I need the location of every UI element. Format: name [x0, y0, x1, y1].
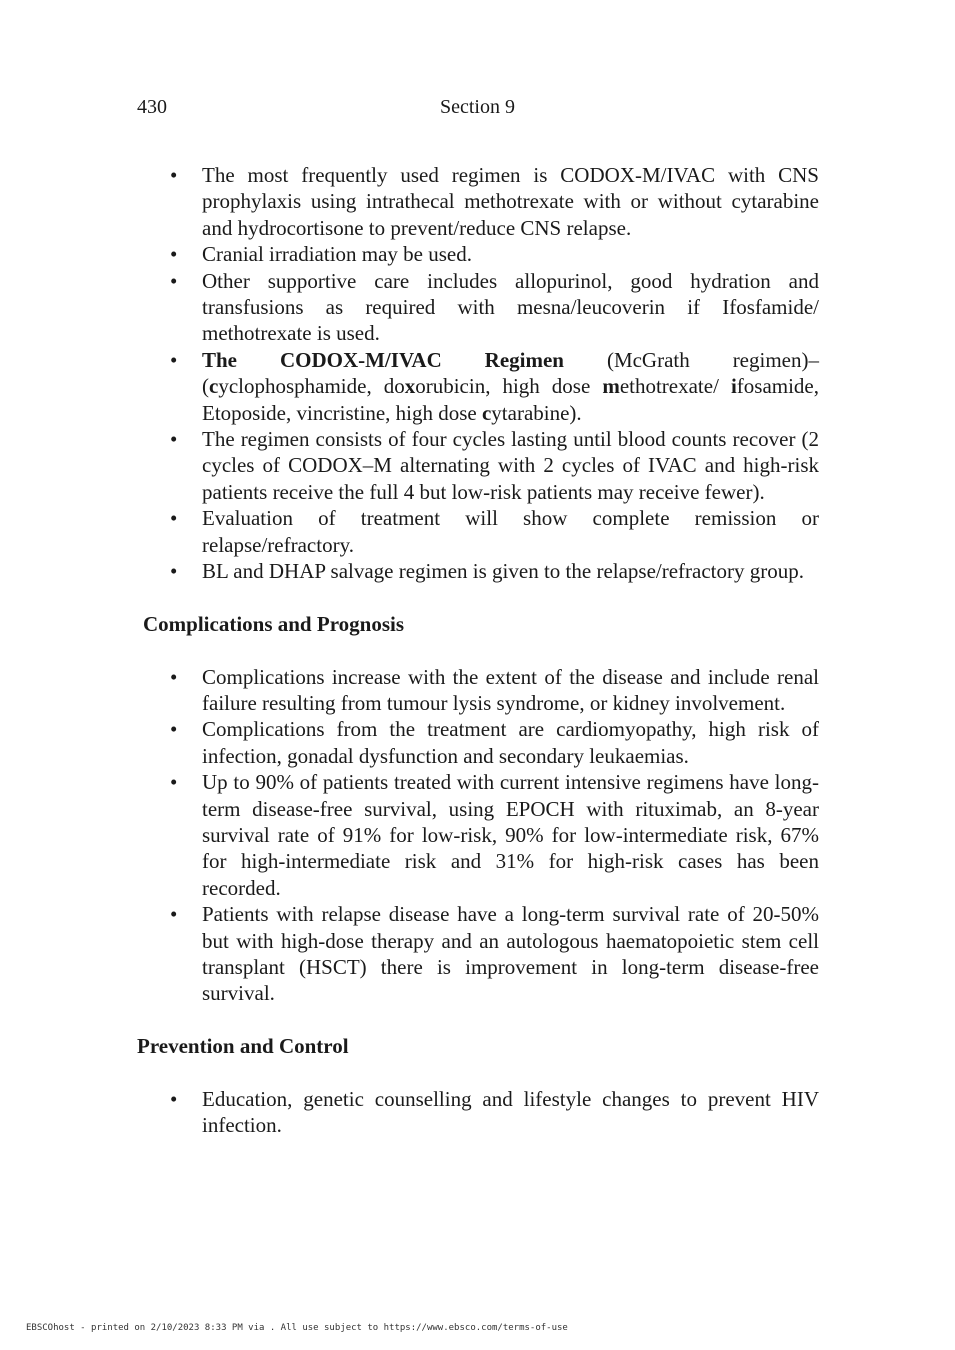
- list-item: • Cranial irradiation may be used.: [137, 241, 819, 267]
- list-item: • BL and DHAP salvage regimen is given to the relapse/refractory group.: [137, 558, 819, 584]
- regimen-letter: c: [209, 374, 219, 399]
- prevention-list: [137, 1086, 819, 1139]
- section-heading-prevention: Prevention and Control: [137, 1033, 349, 1058]
- list-item: • Complications from the treatment are cardiomyopathy, high risk of infection, gonadal dysfunction and secondary leukaemias.: [137, 716, 819, 769]
- running-head: Section 9: [440, 96, 515, 118]
- footer-notice: EBSCOhost - printed on 2/10/2023 8:33 PM via . All use subject to https://www.ebsco.com/terms-of-use: [26, 1323, 568, 1333]
- list-item: • Evaluation of treatment will show complete remission or relapse/refractory.: [137, 505, 819, 558]
- regimen-letter: m: [602, 374, 620, 399]
- list-item: • Patients with relapse disease have a long-term survival rate of 20-50% but with high-dose therapy and an autologous haematopoietic stem cell transplant (HSCT) there is improvement in long-term disease-free survival.: [137, 901, 819, 1007]
- regimen-text: fosamide, Etoposide, vincristine, high dose: [202, 374, 820, 425]
- regimen-name: The CODOX-M/IVAC Regimen: [202, 347, 564, 372]
- regimen-letter: x: [404, 374, 416, 399]
- complications-list: [137, 664, 819, 1007]
- list-item: • Up to 90% of patients treated with current intensive regimens have long-term disease-free survival, using EPOCH with rituximab, an 8-year survival rate of 91% for low-risk, 90% for low-intermediate risk, 67% for high-intermediate risk and 31% for high-risk cases has been recorded.: [137, 769, 819, 901]
- page-number: 430: [137, 96, 167, 118]
- list-item: • The regimen consists of four cycles lasting until blood counts recover (2 cycles of CODOX–M alternating with 2 cycles of IVAC and high-risk patients receive the full 4 but low-risk patients may receive fewer).: [137, 426, 819, 505]
- regimen-text: (McGrath regimen)–(: [202, 347, 819, 399]
- list-item: • The most frequently used regimen is CODOX-M/IVAC with CNS prophylaxis using intrathecal methotrexate with or without cytarabine and hydrocortisone to prevent/reduce CNS relapse.: [137, 162, 819, 241]
- regimen-text: orubicin, high dose: [415, 374, 603, 399]
- list-item: • Education, genetic counselling and lifestyle changes to prevent HIV infection.: [137, 1086, 819, 1139]
- list-item: • Other supportive care includes allopurinol, good hydration and transfusions as required with mesna/leucoverin if Ifosfamide/ methotrexate is used.: [137, 268, 819, 347]
- regimen-text: ytarabine).: [491, 400, 582, 425]
- regimen-letter: c: [481, 400, 492, 425]
- regimen-letter: i: [730, 374, 737, 399]
- page-body: [137, 162, 819, 1139]
- treatment-list: [137, 162, 819, 585]
- regimen-text: ethotrexate/: [619, 374, 731, 399]
- list-item: • Complications increase with the extent of the disease and include renal failure resulting from tumour lysis syndrome, or kidney involvement.: [137, 664, 819, 717]
- list-item-regimen: [137, 347, 819, 426]
- regimen-text: yclophosphamide, do: [218, 374, 405, 399]
- section-heading-complications: Complications and Prognosis: [143, 611, 404, 636]
